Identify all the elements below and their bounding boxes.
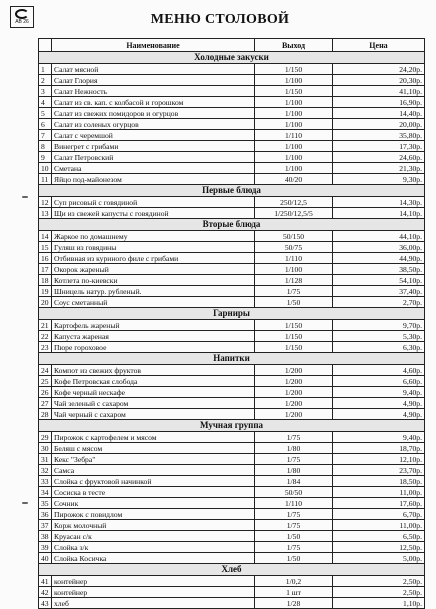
menu-item-row	[39, 197, 425, 208]
item-price: 11,00р.	[333, 487, 425, 498]
item-price: 6,50р.	[333, 531, 425, 542]
item-name: Гуляш из говядины	[52, 242, 255, 253]
menu-table	[38, 38, 425, 609]
item-price: 11,00р.	[333, 520, 425, 531]
menu-item-row	[39, 130, 425, 141]
item-name: Салат с черемшой	[52, 130, 255, 141]
page-title: МЕНЮ СТОЛОВОЙ	[150, 12, 290, 27]
item-name: Жаркое по домашнему	[52, 231, 255, 242]
menu-body	[39, 52, 425, 609]
item-name: Сметана	[52, 163, 255, 174]
item-price: 12,10р.	[333, 454, 425, 465]
company-logo	[10, 6, 34, 28]
item-output: 1/0,2	[255, 576, 333, 587]
section-header-row	[39, 52, 425, 64]
item-name: Пирожок с картофелем и мясом	[52, 432, 255, 443]
item-price: 5,00р.	[333, 553, 425, 564]
menu-item-row	[39, 487, 425, 498]
item-output: 1/110	[255, 253, 333, 264]
menu-item-row	[39, 108, 425, 119]
item-name: Корж молочный	[52, 520, 255, 531]
item-number: 27	[39, 398, 52, 409]
item-name: Салат мясной	[52, 64, 255, 75]
item-output: 1/100	[255, 152, 333, 163]
item-price: 6,60р.	[333, 376, 425, 387]
menu-item-row	[39, 476, 425, 487]
item-output: 1 шт	[255, 587, 333, 598]
item-name: Винегрет с грибами	[52, 141, 255, 152]
item-name: Салат из св. кап. с колбасой и горошком	[52, 97, 255, 108]
header-name: Наименование	[52, 39, 255, 52]
menu-item-row	[39, 208, 425, 219]
menu-item-row	[39, 286, 425, 297]
item-number: 6	[39, 119, 52, 130]
item-number: 25	[39, 376, 52, 387]
menu-item-row	[39, 553, 425, 564]
item-number: 36	[39, 509, 52, 520]
header-number	[39, 39, 52, 52]
item-number: 1	[39, 64, 52, 75]
section-header-row	[39, 420, 425, 432]
item-name: Яйцо под-майонезом	[52, 174, 255, 185]
item-output: 1/84	[255, 476, 333, 487]
item-output: 1/100	[255, 141, 333, 152]
section-header-row	[39, 219, 425, 231]
item-name: Чай зеленый с сахаром	[52, 398, 255, 409]
menu-item-row	[39, 409, 425, 420]
menu-item-row	[39, 64, 425, 75]
item-number: 24	[39, 365, 52, 376]
section-title: Холодные закуски	[39, 52, 425, 64]
item-price: 17,30р.	[333, 141, 425, 152]
item-price: 54,10р.	[333, 275, 425, 286]
section-title: Гарниры	[39, 308, 425, 320]
item-name: Капуста жареная	[52, 331, 255, 342]
item-number: 42	[39, 587, 52, 598]
item-name: контейнер	[52, 587, 255, 598]
menu-item-row	[39, 365, 425, 376]
item-output: 1/75	[255, 520, 333, 531]
item-number: 41	[39, 576, 52, 587]
item-output: 1/75	[255, 432, 333, 443]
item-price: 14,10р.	[333, 208, 425, 219]
item-output: 50/75	[255, 242, 333, 253]
item-name: Котлета по-киевски	[52, 275, 255, 286]
item-price: 6,70р.	[333, 509, 425, 520]
item-number: 38	[39, 531, 52, 542]
item-name: Сочник	[52, 498, 255, 509]
item-name: Салат Нежность	[52, 86, 255, 97]
item-output: 1/200	[255, 376, 333, 387]
menu-item-row	[39, 119, 425, 130]
item-price: 16,90р.	[333, 97, 425, 108]
item-number: 34	[39, 487, 52, 498]
section-header-row	[39, 564, 425, 576]
item-price: 24,20р.	[333, 64, 425, 75]
item-output: 1/100	[255, 75, 333, 86]
item-output: 1/100	[255, 264, 333, 275]
margin-mark	[22, 502, 28, 504]
menu-item-row	[39, 598, 425, 609]
item-number: 35	[39, 498, 52, 509]
item-price: 20,00р.	[333, 119, 425, 130]
item-number: 9	[39, 152, 52, 163]
item-name: Салат из соленых огурцов	[52, 119, 255, 130]
item-price: 21,30р.	[333, 163, 425, 174]
item-name: Отбивная из куриного филе с грибами	[52, 253, 255, 264]
item-price: 4,60р.	[333, 365, 425, 376]
item-name: Беляш с мясом	[52, 443, 255, 454]
item-output: 1/150	[255, 64, 333, 75]
item-name: Слойка с фруктовой начинкой	[52, 476, 255, 487]
item-output: 1/80	[255, 443, 333, 454]
item-output: 1/200	[255, 365, 333, 376]
item-price: 17,60р.	[333, 498, 425, 509]
item-price: 41,10р.	[333, 86, 425, 97]
item-number: 7	[39, 130, 52, 141]
menu-item-row	[39, 163, 425, 174]
item-number: 5	[39, 108, 52, 119]
section-header-row	[39, 353, 425, 365]
item-number: 32	[39, 465, 52, 476]
item-output: 1/75	[255, 542, 333, 553]
item-price: 20,30р.	[333, 75, 425, 86]
item-name: Соус сметанный	[52, 297, 255, 308]
menu-item-row	[39, 97, 425, 108]
item-output: 1/100	[255, 97, 333, 108]
item-price: 18,70р.	[333, 443, 425, 454]
item-number: 21	[39, 320, 52, 331]
menu-item-row	[39, 231, 425, 242]
menu-item-row	[39, 253, 425, 264]
item-name: Окорок жареный	[52, 264, 255, 275]
item-price: 12,50р.	[333, 542, 425, 553]
item-output: 1/50	[255, 531, 333, 542]
item-number: 8	[39, 141, 52, 152]
item-name: Салат Глория	[52, 75, 255, 86]
item-price: 35,80р.	[333, 130, 425, 141]
menu-item-row	[39, 86, 425, 97]
item-name: Кофе черный нескафе	[52, 387, 255, 398]
menu-item-row	[39, 454, 425, 465]
item-name: Кекс "Зебра"	[52, 454, 255, 465]
item-name: Шницель натур. рубленый.	[52, 286, 255, 297]
item-price: 18,50р.	[333, 476, 425, 487]
menu-item-row	[39, 376, 425, 387]
item-name: Салат из свежих помидоров и огурцов	[52, 108, 255, 119]
table-header-row	[39, 39, 425, 52]
item-name: Пирожок с повидлом	[52, 509, 255, 520]
item-price: 44,10р.	[333, 231, 425, 242]
item-number: 31	[39, 454, 52, 465]
item-name: Компот из свежих фруктов	[52, 365, 255, 376]
menu-item-row	[39, 264, 425, 275]
item-output: 1/128	[255, 275, 333, 286]
item-price: 38,50р.	[333, 264, 425, 275]
section-title: Первые блюда	[39, 185, 425, 197]
item-price: 9,40р.	[333, 387, 425, 398]
item-price: 1,10р.	[333, 598, 425, 609]
item-number: 4	[39, 97, 52, 108]
item-number: 11	[39, 174, 52, 185]
item-output: 1/28	[255, 598, 333, 609]
item-number: 29	[39, 432, 52, 443]
item-number: 22	[39, 331, 52, 342]
item-number: 3	[39, 86, 52, 97]
menu-item-row	[39, 152, 425, 163]
item-output: 1/50	[255, 297, 333, 308]
item-name: Чай черный с сахаром	[52, 409, 255, 420]
item-name: Слойка з/к	[52, 542, 255, 553]
header-price: Цена	[333, 39, 425, 52]
margin-mark	[22, 196, 28, 198]
item-name: Салат Петровский	[52, 152, 255, 163]
item-number: 10	[39, 163, 52, 174]
item-price: 5,30р.	[333, 331, 425, 342]
menu-item-row	[39, 387, 425, 398]
item-output: 1/110	[255, 498, 333, 509]
item-name: Картофель жареный	[52, 320, 255, 331]
item-output: 1/150	[255, 342, 333, 353]
item-output: 250/12,5	[255, 197, 333, 208]
item-output: 1/250/12,5/5	[255, 208, 333, 219]
section-title: Мучная группа	[39, 420, 425, 432]
item-name: Самса	[52, 465, 255, 476]
item-number: 19	[39, 286, 52, 297]
item-price: 4,90р.	[333, 409, 425, 420]
menu-item-row	[39, 542, 425, 553]
item-output: 1/110	[255, 130, 333, 141]
section-header-row	[39, 185, 425, 197]
item-number: 14	[39, 231, 52, 242]
section-title: Хлеб	[39, 564, 425, 576]
item-output: 50/150	[255, 231, 333, 242]
item-number: 33	[39, 476, 52, 487]
item-name: Кофе Петровская слобода	[52, 376, 255, 387]
item-price: 24,60р.	[333, 152, 425, 163]
item-output: 1/75	[255, 286, 333, 297]
menu-item-row	[39, 275, 425, 286]
menu-item-row	[39, 432, 425, 443]
item-price: 14,40р.	[333, 108, 425, 119]
item-number: 23	[39, 342, 52, 353]
item-output: 1/150	[255, 320, 333, 331]
item-output: 1/150	[255, 331, 333, 342]
item-number: 12	[39, 197, 52, 208]
item-price: 23,70р.	[333, 465, 425, 476]
item-price: 9,30р.	[333, 174, 425, 185]
item-output: 1/75	[255, 454, 333, 465]
item-number: 16	[39, 253, 52, 264]
menu-item-row	[39, 75, 425, 86]
item-output: 1/200	[255, 409, 333, 420]
item-output: 1/100	[255, 108, 333, 119]
header-output: Выход	[255, 39, 333, 52]
menu-item-row	[39, 297, 425, 308]
item-name: Круасан с/к	[52, 531, 255, 542]
item-price: 37,40р.	[333, 286, 425, 297]
section-title: Вторые блюда	[39, 219, 425, 231]
item-number: 37	[39, 520, 52, 531]
menu-item-row	[39, 587, 425, 598]
item-name: Сосиска в тесте	[52, 487, 255, 498]
item-price: 44,90р.	[333, 253, 425, 264]
menu-item-row	[39, 320, 425, 331]
item-name: контейнер	[52, 576, 255, 587]
item-output: 1/100	[255, 163, 333, 174]
item-output: 40/20	[255, 174, 333, 185]
logo-text: АВ 26	[15, 19, 29, 25]
item-name: Щи из свежей капусты с говядиной	[52, 208, 255, 219]
menu-item-row	[39, 498, 425, 509]
item-output: 1/100	[255, 119, 333, 130]
item-name: Суп рисовый с говядиной	[52, 197, 255, 208]
menu-item-row	[39, 576, 425, 587]
section-header-row	[39, 308, 425, 320]
item-number: 40	[39, 553, 52, 564]
item-number: 43	[39, 598, 52, 609]
item-price: 14,30р.	[333, 197, 425, 208]
logo-ring-icon	[15, 9, 29, 19]
section-title: Напитки	[39, 353, 425, 365]
item-number: 2	[39, 75, 52, 86]
item-number: 20	[39, 297, 52, 308]
item-price: 2,50р.	[333, 576, 425, 587]
item-output: 50/50	[255, 487, 333, 498]
item-price: 4,90р.	[333, 398, 425, 409]
item-number: 17	[39, 264, 52, 275]
item-output: 1/80	[255, 465, 333, 476]
item-price: 2,50р.	[333, 587, 425, 598]
item-price: 9,70р.	[333, 320, 425, 331]
item-number: 39	[39, 542, 52, 553]
item-name: Слойка Косичка	[52, 553, 255, 564]
item-output: 1/200	[255, 387, 333, 398]
menu-item-row	[39, 342, 425, 353]
item-output: 1/200	[255, 398, 333, 409]
item-name: хлеб	[52, 598, 255, 609]
item-price: 9,40р.	[333, 432, 425, 443]
menu-item-row	[39, 331, 425, 342]
menu-item-row	[39, 509, 425, 520]
item-number: 28	[39, 409, 52, 420]
item-number: 13	[39, 208, 52, 219]
item-output: 1/150	[255, 86, 333, 97]
item-output: 1/75	[255, 509, 333, 520]
item-price: 2,70р.	[333, 297, 425, 308]
menu-item-row	[39, 174, 425, 185]
item-number: 26	[39, 387, 52, 398]
item-number: 15	[39, 242, 52, 253]
item-number: 30	[39, 443, 52, 454]
menu-item-row	[39, 520, 425, 531]
menu-item-row	[39, 242, 425, 253]
menu-item-row	[39, 531, 425, 542]
item-price: 36,00р.	[333, 242, 425, 253]
menu-item-row	[39, 398, 425, 409]
menu-item-row	[39, 141, 425, 152]
menu-item-row	[39, 443, 425, 454]
item-output: 1/50	[255, 553, 333, 564]
menu-item-row	[39, 465, 425, 476]
item-price: 6,30р.	[333, 342, 425, 353]
item-name: Пюре гороховое	[52, 342, 255, 353]
item-number: 18	[39, 275, 52, 286]
